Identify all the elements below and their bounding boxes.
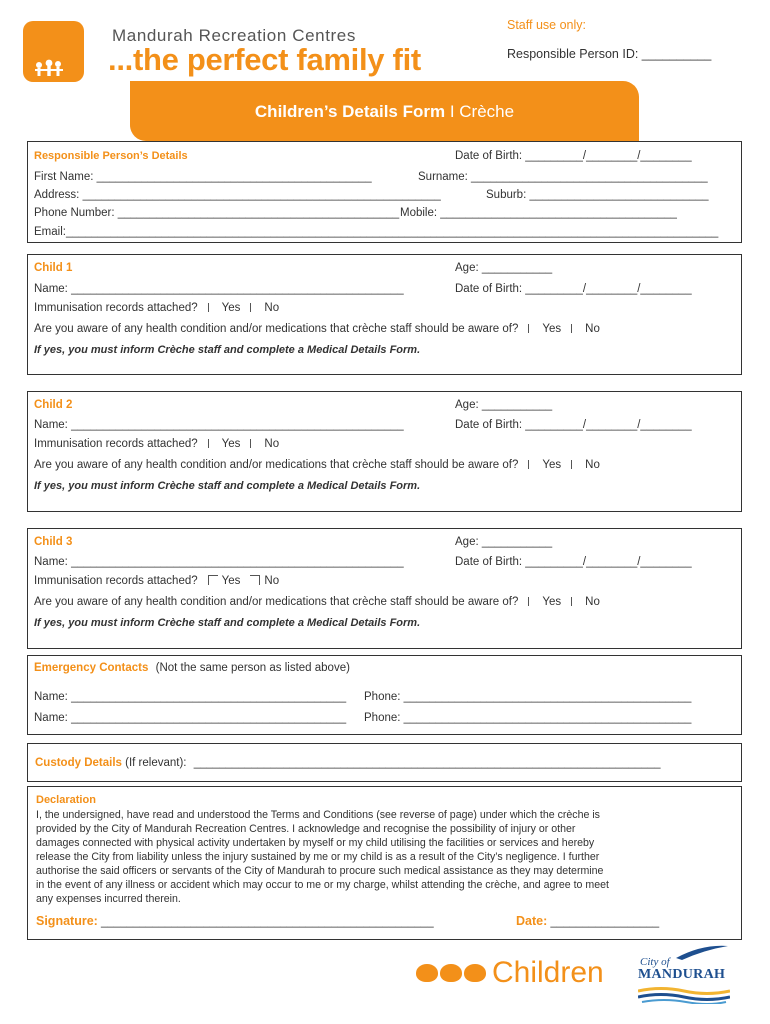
no-checkbox[interactable] [571, 597, 581, 606]
immunisation-label: Immunisation records attached? [34, 438, 198, 450]
no-label: No [585, 596, 600, 608]
declaration-text: I, the undersigned, have read and understood the Terms and Conditions (see reverse of page) under which the crèche is [36, 809, 600, 821]
yes-label: Yes [542, 323, 562, 335]
name-field[interactable]: Name: ____________________________________________________ [34, 556, 404, 568]
emergency-section [27, 655, 742, 735]
yes-label: Yes [221, 438, 241, 450]
health-note: If yes, you must inform Crèche staff and complete a Medical Details Form. [34, 617, 421, 629]
date-row [516, 914, 659, 928]
dot-icon [440, 964, 462, 982]
yes-label: Yes [221, 302, 241, 314]
address-field[interactable]: Address: ________________________________________________________ [34, 189, 441, 201]
no-label: No [585, 323, 600, 335]
form-title: Children’s Details Form [254, 102, 446, 121]
waves-icon [638, 986, 730, 1004]
dob-field[interactable]: Date of Birth: _________/________/________ [455, 283, 692, 295]
city-logo [638, 942, 730, 1006]
no-checkbox[interactable] [250, 303, 260, 312]
responsible-id-field[interactable]: Responsible Person ID: __________ [507, 47, 712, 61]
emergency-name-field[interactable]: Name: ___________________________________________ [34, 691, 347, 703]
dob-field[interactable]: Date of Birth: _________/________/________ [455, 556, 692, 568]
suburb-field[interactable]: Suburb: ____________________________ [486, 189, 709, 201]
no-checkbox[interactable] [250, 439, 260, 448]
emergency-phone-field[interactable]: Phone: _____________________________________________ [364, 691, 692, 703]
dob-field[interactable]: Date of Birth: _________/________/________ [455, 419, 692, 431]
declaration-text: authorise the said officers or servants of the City of Mandurah to procure such medical assistance as they may determine [36, 865, 604, 877]
declaration-text: damages connected with physical activity undertaken by myself or my child utilising the facilities or services and hereby [36, 837, 595, 849]
custody-section [27, 743, 742, 782]
health-note: If yes, you must inform Crèche staff and complete a Medical Details Form. [34, 480, 421, 492]
mandurah-label: MANDURAH [638, 967, 726, 982]
no-checkbox[interactable] [571, 324, 581, 333]
no-checkbox[interactable] [250, 575, 260, 585]
emergency-name-field[interactable]: Name: ___________________________________________ [34, 712, 347, 724]
name-field[interactable]: Name: ____________________________________________________ [34, 419, 404, 431]
no-label: No [264, 438, 280, 450]
declaration-heading: Declaration [36, 794, 96, 806]
no-label: No [264, 302, 280, 314]
email-field[interactable]: Email:______________________________________________________________________________________________________ [34, 226, 719, 238]
yes-checkbox[interactable] [528, 324, 538, 333]
health-question: Are you aware of any health condition and/or medications that crèche staff should be aware of? [34, 323, 519, 335]
custody-field[interactable]: _________________________________________________________________________ [193, 757, 661, 769]
health-row [34, 459, 600, 471]
child-section [27, 528, 742, 649]
org-name: Mandurah Recreation Centres [112, 26, 356, 45]
immunisation-row [34, 575, 279, 587]
health-row [34, 596, 600, 608]
age-field[interactable]: Age: ___________ [455, 399, 553, 411]
form-title-sep: I [445, 102, 460, 121]
children-label: Children [492, 956, 604, 989]
date-label: Date: [516, 914, 548, 928]
mobile-field[interactable]: Mobile: _____________________________________ [400, 207, 677, 219]
custody-note: (If relevant): [125, 757, 187, 769]
tagline: ...the perfect family fit [108, 42, 421, 77]
immunisation-label: Immunisation records attached? [34, 302, 198, 314]
emergency-heading: Emergency Contacts [34, 662, 149, 674]
no-label: No [264, 575, 280, 587]
age-field[interactable]: Age: ___________ [455, 262, 553, 274]
yes-label: Yes [542, 596, 562, 608]
health-row [34, 323, 600, 335]
declaration-text: provided by the City of Mandurah Recreation Centres. I acknowledge and recognise the possibility of injury or other [36, 823, 576, 835]
yes-checkbox[interactable] [208, 439, 218, 448]
signature-label: Signature: [36, 914, 98, 928]
responsible-section [27, 141, 742, 243]
name-field[interactable]: Name: ____________________________________________________ [34, 283, 404, 295]
declaration-text: in the event of any illness or accident which may occur to me or my charge, whilst attending the crèche, and agree to meet [36, 879, 609, 891]
sail-icon [674, 942, 730, 962]
surname-field[interactable]: Surname: _____________________________________ [418, 171, 708, 183]
yes-checkbox[interactable] [208, 303, 218, 312]
child-title: Child 1 [34, 262, 73, 274]
custody-row [35, 757, 661, 769]
health-note: If yes, you must inform Crèche staff and complete a Medical Details Form. [34, 344, 421, 356]
immunisation-row [34, 302, 279, 314]
dob-field[interactable]: Date of Birth: _________/________/________ [455, 150, 692, 162]
signature-field[interactable]: ____________________________________________________ [101, 916, 434, 928]
child-title: Child 2 [34, 399, 73, 411]
phone-field[interactable]: Phone Number: ____________________________________________ [34, 207, 400, 219]
yes-label: Yes [221, 575, 241, 587]
emergency-heading-row [34, 662, 350, 674]
yes-checkbox[interactable] [528, 460, 538, 469]
emergency-note: (Not the same person as listed above) [155, 662, 350, 674]
custody-heading: Custody Details [35, 757, 122, 769]
no-checkbox[interactable] [571, 460, 581, 469]
yes-label: Yes [542, 459, 562, 471]
yes-checkbox[interactable] [208, 575, 218, 585]
declaration-text: release the City from liability unless the injury sustained by me or my child is as a result of the City’s negligence. I further [36, 851, 600, 863]
dot-icon [416, 964, 438, 982]
no-label: No [585, 459, 600, 471]
declaration-text: any expenses incurred therein. [36, 893, 181, 905]
child-section [27, 254, 742, 375]
child-section [27, 391, 742, 512]
yes-checkbox[interactable] [528, 597, 538, 606]
emergency-phone-field[interactable]: Phone: _____________________________________________ [364, 712, 692, 724]
section-heading: Responsible Person’s Details [34, 150, 188, 162]
logo-icon [23, 21, 84, 82]
declaration-section [27, 786, 742, 940]
child-title: Child 3 [34, 536, 73, 548]
age-field[interactable]: Age: ___________ [455, 536, 553, 548]
health-question: Are you aware of any health condition and/or medications that crèche staff should be aware of? [34, 459, 519, 471]
date-field[interactable]: _________________ [550, 916, 660, 928]
form-title-banner [130, 81, 639, 141]
form-subtitle: Crèche [459, 102, 515, 121]
city-of-label: City of [640, 956, 670, 968]
immunisation-label: Immunisation records attached? [34, 575, 198, 587]
signature-row [36, 914, 434, 928]
staff-only-label: Staff use only: [507, 18, 586, 32]
dot-icon [464, 964, 486, 982]
first-name-field[interactable]: First Name: ___________________________________________ [34, 171, 372, 183]
health-question: Are you aware of any health condition and/or medications that crèche staff should be aware of? [34, 596, 519, 608]
immunisation-row [34, 438, 279, 450]
